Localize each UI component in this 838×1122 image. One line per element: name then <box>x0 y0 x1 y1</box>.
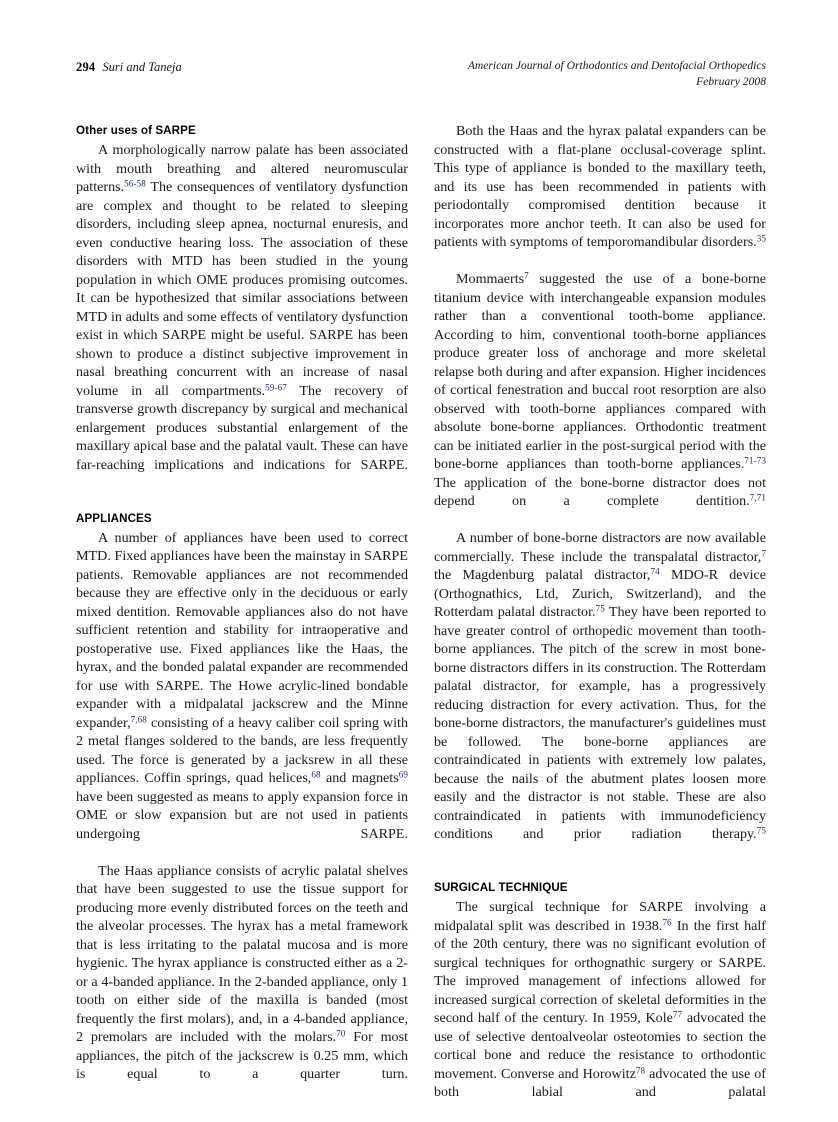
para-text: They have been reported to have greater control of orthopedic movement than tooth-borne appliances. The pitch of the screw in most bone-borne distractors differs in its construction. The Rotterdam palatal distractor, for example, has a progressively reducing distraction for every activation. Thus, for the bone-borne distractors, the manufacturer's guidelines must be followed. The bone-borne appliances are contraindicated in patients with extremely low palates, because the nails of the abutment plates loosen more easily and the distractor is not stable. These are also contraindicated in patients with immunodeficiency conditions and prior radiation therapy. <box>434 604 766 842</box>
running-head-left <box>76 58 182 76</box>
para-text: A number of appliances have been used to correct MTD. Fixed appliances have been the mainstay in SARPE patients. Removable appliances are not recommended because they are effective only in the deciduous or early mixed dentition. Removable appliances also do not have sufficient retention and stability for intraoperative and postoperative use. Fixed appliances like the Haas, the hyrax, and the bonded palatal expander are recommended for use with SARPE. The Howe acrylic-lined bondable expander with a midpalatal jackscrew and the Minne expander, <box>76 529 408 731</box>
paragraph-narrow-palate <box>76 141 408 493</box>
para-text: In the first half of the 20th century, there was no significant evolution of surgical techniques for orthognathic surgery or SARPE. The improved management of infections allowed for increased surgical correction of skeletal deformities in the second half of the century. In 1959, Kole <box>434 917 766 1026</box>
citation-71-73: 71-73 <box>744 455 766 466</box>
para-text: The Haas appliance consists of acrylic palatal shelves that have been suggested to use the tissue support for producing more evenly distributed forces on the teeth and the alveolar processes. The hyrax has a metal framework that is less irritating to the palatal mucosa and is more hygienic. The hyrax appliance is constructed either as a 2- or a 4-banded appliance. In the 2-banded appliance, only 1 tooth on either side of the maxilla is banded (most frequently the first molars), and, in a 4-banded appliance, 2 premolars are included with the molars. <box>76 862 408 1045</box>
citation-35: 35 <box>756 233 766 244</box>
para-text: For most appliances, the pitch of the jackscrew is 0.25 mm, which is equal to a quarter turn. <box>76 1029 408 1082</box>
citation-59-67: 59-67 <box>265 381 287 392</box>
citation-76: 76 <box>662 916 672 927</box>
citation-68: 68 <box>311 769 321 780</box>
page-number: 294 <box>76 60 96 74</box>
citation-77: 77 <box>672 1009 683 1020</box>
paragraph-haas-appliance <box>76 862 408 1103</box>
citation-70: 70 <box>336 1028 346 1039</box>
para-text: Mommaerts <box>456 271 525 287</box>
para-text: consisting of a heavy caliber coil spring with 2 metal flanges soldered to the bands, are less frequently used. The force is generated by a jacksrew in all these appliances. Coffin springs, quad helices, <box>76 714 408 786</box>
para-text: A morphologically narrow palate has been associated with mouth breathing and altered neuromuscular patterns. <box>76 142 408 195</box>
citation-75: 75 <box>595 603 605 614</box>
citation-69: 69 <box>398 769 408 780</box>
para-text: The surgical technique for SARPE involving a midpalatal split was described in 1938. <box>434 899 766 934</box>
issue-date: February 2008 <box>696 75 766 88</box>
citation-7: 7 <box>761 547 766 558</box>
citation-7-71: 7,71 <box>749 492 766 503</box>
paragraph-occlusal-splint <box>434 122 766 270</box>
para-text: Both the Haas and the hyrax palatal expanders can be constructed with a flat-plane occlusal-coverage splint. This type of appliance is bonded to the maxillary teeth, and its use has been recommended in patients with periodontally compromised dentition because it incorporates more anchor teeth. It can also be used for patients with symptoms of temporomandibular disorders. <box>434 123 766 250</box>
paragraph-bone-borne-distractors <box>434 529 766 862</box>
paragraph-mommaerts <box>434 270 766 529</box>
column-right <box>434 122 766 1120</box>
para-text: advocated the use of both labial and palatal <box>434 1065 766 1100</box>
citation-74: 74 <box>650 566 660 577</box>
para-text: A number of bone-borne distractors are now available commercially. These include the transpalatal distractor, <box>434 530 766 565</box>
para-text: the Magdenburg palatal distractor, <box>434 567 651 583</box>
para-text: The recovery of transverse growth discrepancy by surgical and mechanical enlargement produces substantial enlargement of the maxillary apical base and the palatal vault. These can have far-reaching implications and indications for SARPE. <box>76 382 408 473</box>
para-text: The application of the bone-borne distractor does not depend on a complete dentition. <box>434 474 766 509</box>
para-text: and magnets <box>320 770 399 786</box>
citation-56-58: 56-58 <box>124 178 146 189</box>
running-head <box>76 58 766 104</box>
citation-7-68: 7,68 <box>130 713 147 724</box>
para-text: advocated the use of selective dentoalveolar osteotomies to section the cortical bone and reduce the resistance to orthodontic movement. Converse and Horowitz <box>434 1010 767 1082</box>
journal-title: American Journal of Orthodontics and Dentofacial Orthopedics <box>467 59 766 72</box>
column-left <box>76 122 408 1102</box>
para-text: The consequences of ventilatory dysfunction are complex and thought to be related to sleeping disorders, including sleep apnea, nocturnal enuresis, and even conductive hearing loss. The association of these disorders with MTD has been studied in the young population in which OME produces promising outcomes. It can be hypothesized that similar associations between MTD in adults and some effects of ventilatory dysfunction exist in which SARPE might be useful. SARPE has been shown to produce a distinct subjective improvement in nasal breathing concurrent with an increase of nasal volume in all compartments. <box>76 179 408 399</box>
heading-other-uses-of-sarpe: Other uses of SARPE <box>76 124 196 137</box>
para-text: MDO-R device (Orthognathics, Ltd, Zurich, Switzerland), and the Rotterdam palatal distractor. <box>434 567 766 620</box>
citation-7: 7 <box>524 270 529 281</box>
paragraph-appliances-overview <box>76 529 408 862</box>
para-text: suggested the use of a bone-borne titanium device with interchangeable expansion modules rather than a conventional tooth-bome appliance. According to him, conventional tooth-borne appliances produce greater loss of anchorage and more skeletal relapse both during and after expansion. Higher incidences of cortical fenestration and buccal root resorption are also observed with tooth-borne appliances compared with absolute bone-borne appliances. Orthodontic treatment can be initiated earlier in the post-surgical period with the bone-borne appliances than tooth-borne appliances. <box>434 271 766 472</box>
heading-surgical-technique: SURGICAL TECHNIQUE <box>434 881 568 894</box>
para-text: have been suggested as means to apply expansion force in OME or slow expansion but are not used in patients undergoing SARPE. <box>76 788 408 842</box>
paragraph-surgical-history <box>434 898 766 1120</box>
heading-appliances: APPLIANCES <box>76 511 152 525</box>
citation-78: 78 <box>635 1064 646 1075</box>
running-head-right <box>468 58 766 90</box>
citation-75: 75 <box>756 825 766 836</box>
running-head-authors: Suri and Taneja <box>102 60 182 74</box>
